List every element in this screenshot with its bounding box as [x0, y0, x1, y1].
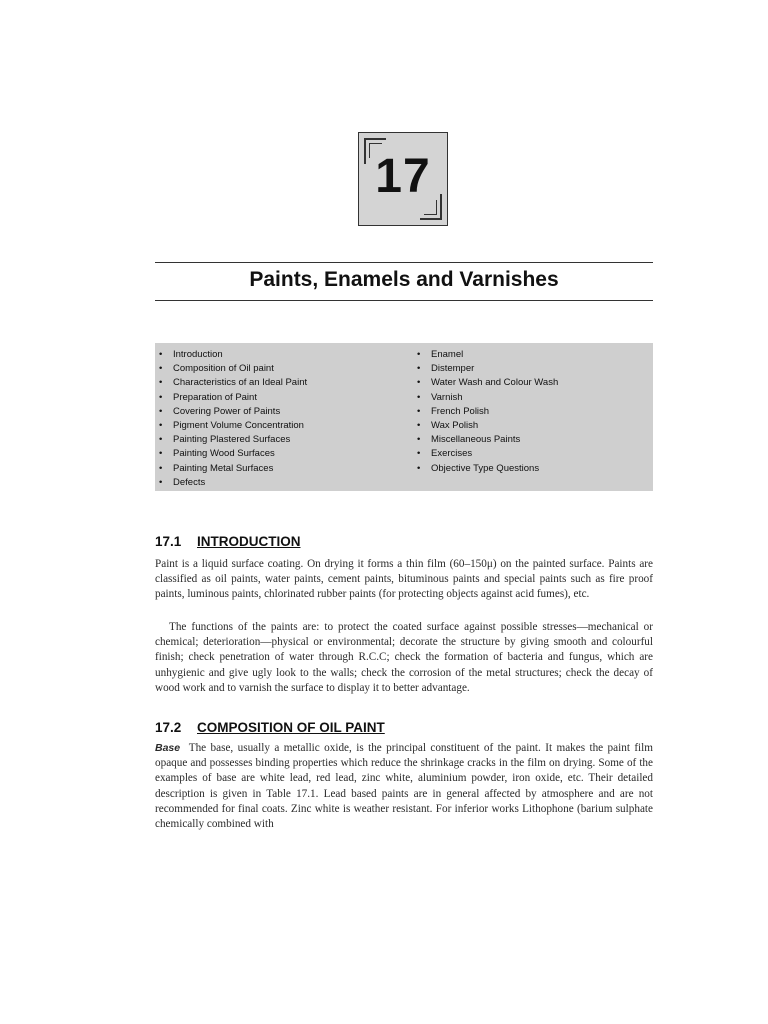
topic-item [159, 462, 307, 476]
chapter-number-box [358, 132, 448, 226]
bullet-icon: • [159, 476, 163, 488]
bullet-icon: • [159, 462, 163, 474]
topic-item [159, 447, 307, 461]
topic-label: Introduction [173, 349, 223, 360]
topic-label: Varnish [431, 391, 463, 403]
topic-label: Objective Type Questions [431, 462, 540, 474]
chapter-title: Paints, Enamels and Varnishes [249, 268, 559, 291]
bullet-icon: • [159, 448, 163, 460]
topic-label: Exercises [431, 448, 473, 460]
topic-label: Pigment Volume Concentration [173, 419, 304, 431]
section-title: COMPOSITION OF OIL PAINT [197, 720, 385, 735]
topic-label: Painting Wood Surfaces [173, 448, 275, 460]
topic-label: Water Wash and Colour Wash [431, 377, 559, 389]
title-rule-top [155, 262, 653, 263]
bullet-icon: • [417, 405, 421, 417]
topic-item [417, 433, 558, 447]
bullet-icon: • [417, 434, 421, 446]
bullet-icon: • [417, 349, 421, 360]
topic-item [417, 447, 558, 461]
introduction-paragraph-1: Paint is a liquid surface coating. On drying it forms a thin film (60–150μ) on the painted surface. Paints are classified as oil paints, water paints, cement paints, bituminous paints and special paints such as fire proof paints, luminous paints, chlorinated rubber paints (for protecting objects against acid fumes), etc. [155, 558, 653, 601]
topic-label: Distemper [431, 363, 475, 375]
topic-item [159, 476, 307, 490]
bullet-icon: • [159, 434, 163, 446]
topic-label: Enamel [431, 349, 464, 360]
section-heading-composition [155, 720, 385, 735]
section-heading-introduction [155, 534, 301, 549]
composition-paragraph [155, 741, 653, 832]
topic-label: Painting Plastered Surfaces [173, 434, 291, 446]
bullet-icon: • [417, 448, 421, 460]
base-runin-heading: Base [155, 742, 181, 754]
topic-item [159, 376, 307, 390]
bullet-icon: • [417, 391, 421, 403]
bullet-icon: • [159, 405, 163, 417]
topic-item [417, 391, 558, 405]
bullet-icon: • [417, 363, 421, 375]
title-rule-bottom [155, 300, 653, 301]
introduction-paragraph-2: The functions of the paints are: to protect the coated surface against possible stresses—mechanical or chemical; deterioration—physical or environmental; decorate the structure by giving smooth and colourful finish; check penetration of water through R.C.C; check the formation of bacteria and fungus, which are unhygienic and give ugly look to the walls; check the corrosion of the metal structures; check the decay of wood work and to varnish the surface to display it to better advantage. [155, 621, 653, 694]
topic-item [159, 348, 307, 362]
bullet-icon: • [159, 419, 163, 431]
topic-item [417, 362, 558, 376]
bullet-icon: • [417, 377, 421, 389]
topic-item [417, 405, 558, 419]
section-number: 17.2 [155, 720, 182, 735]
topic-item [417, 376, 558, 390]
bullet-icon: • [417, 462, 421, 474]
topic-label: Preparation of Paint [173, 391, 257, 403]
topic-item [159, 405, 307, 419]
topic-label: Covering Power of Paints [173, 405, 281, 417]
bullet-icon: • [417, 419, 421, 431]
topic-label: Characteristics of an Ideal Paint [173, 377, 308, 389]
topic-item [159, 391, 307, 405]
topics-list-right [417, 348, 558, 476]
topic-label: Wax Polish [431, 419, 479, 431]
topic-item [417, 419, 558, 433]
bullet-icon: • [159, 377, 163, 389]
topic-label: French Polish [431, 405, 490, 417]
topic-label: Painting Metal Surfaces [173, 462, 274, 474]
bullet-icon: • [159, 349, 163, 360]
topic-item [159, 419, 307, 433]
topic-label: Miscellaneous Paints [431, 434, 521, 446]
topic-item [159, 362, 307, 376]
section-number: 17.1 [155, 534, 182, 549]
topic-item [159, 433, 307, 447]
bullet-icon: • [159, 363, 163, 375]
chapter-number: 17 [375, 150, 431, 203]
base-paragraph-text: The base, usually a metallic oxide, is the principal constituent of the paint. It makes the paint film opaque and possesses binding properties which reduce the shrinkage cracks in the film on drying. Some of the examples of base are white lead, red lead, zinc white, aluminium powder, iron oxide, etc. Their detailed description is given in Table 17.1. Lead based paints are in general affected by atmosphere and are not recommended for final coats. Zinc white is weather resistant. For inferior works Lithophone (barium sulphate chemically combined with [155, 742, 653, 831]
topic-item [417, 462, 558, 476]
topic-label: Defects [173, 476, 206, 488]
bullet-icon: • [159, 391, 163, 403]
chapter-topics-box [155, 343, 653, 491]
section-title: INTRODUCTION [197, 534, 301, 549]
topic-item [417, 348, 558, 362]
topics-list-left [159, 348, 307, 490]
topic-label: Composition of Oil paint [173, 363, 274, 375]
